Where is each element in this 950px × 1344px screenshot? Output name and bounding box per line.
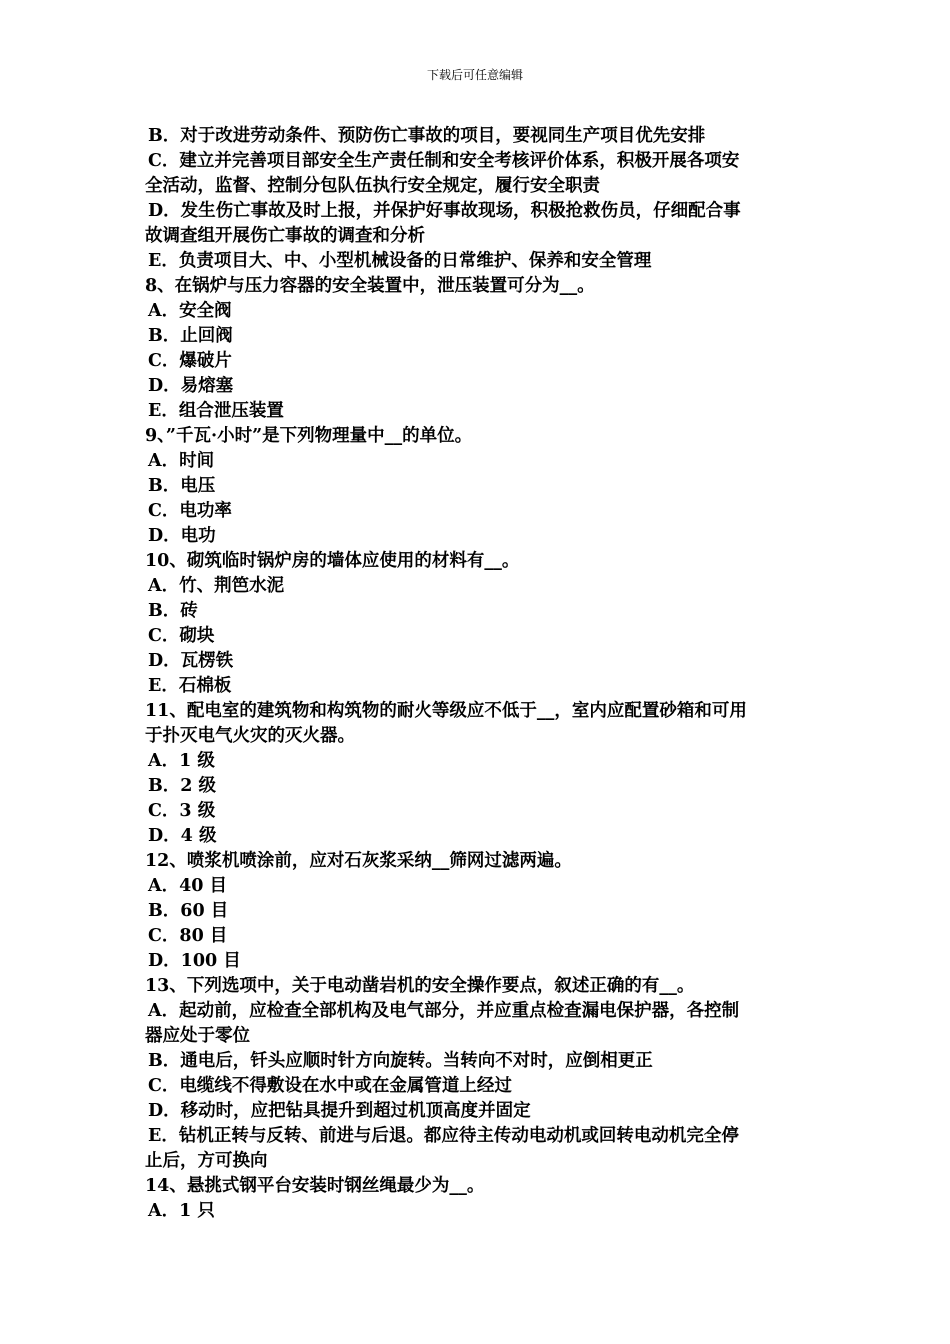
question-line: 全活动，监督、控制分包队伍执行安全规定，履行安全职责 (145, 176, 600, 196)
option-line: B．电压 (148, 476, 216, 496)
option-line: E．组合泄压装置 (148, 401, 284, 421)
document-body (145, 124, 810, 1224)
option-line: B．对于改进劳动条件、预防伤亡事故的项目，要视同生产项目优先安排 (148, 126, 706, 146)
option-line: D．100 目 (148, 951, 241, 971)
option-line: C．建立并完善项目部安全生产责任制和安全考核评价体系，积极开展各项安 (148, 151, 740, 171)
option-line: D．电功 (148, 526, 216, 546)
option-line: A．起动前，应检查全部机构及电气部分，并应重点检查漏电保护器，各控制 (148, 1001, 740, 1021)
option-line: B．60 目 (148, 901, 229, 921)
question-line: 14、悬挑式钢平台安装时钢丝绳最少为__。 (145, 1176, 485, 1196)
question-line: 10、砌筑临时锅炉房的墙体应使用的材料有__。 (145, 551, 520, 571)
option-line: A．40 目 (148, 876, 228, 896)
option-line: B．砖 (148, 601, 198, 621)
option-line: D．移动时，应把钻具提升到超过机顶高度并固定 (148, 1101, 531, 1121)
option-line: C．爆破片 (148, 351, 232, 371)
option-line: B．2 级 (148, 776, 217, 796)
option-line: D．发生伤亡事故及时上报，并保护好事故现场，积极抢救伤员，仔细配合事 (148, 201, 741, 221)
question-line: 9、”千瓦·小时”是下列物理量中__的单位。 (145, 426, 473, 446)
page-header: 下载后可任意编辑 (426, 68, 523, 82)
option-line: C．电功率 (148, 501, 232, 521)
option-line: A．1 级 (148, 751, 215, 771)
option-line: C．砌块 (148, 626, 215, 646)
question-line: 8、在锅炉与压力容器的安全装置中，泄压装置可分为__。 (145, 276, 595, 296)
option-line: A．1 只 (148, 1201, 215, 1221)
option-line: C．电缆线不得敷设在水中或在金属管道上经过 (148, 1076, 512, 1096)
option-line: E．钻机正转与反转、前进与后退。都应待主传动电动机或回转电动机完全停 (148, 1126, 739, 1146)
question-line: 器应处于零位 (145, 1026, 250, 1046)
option-line: C．3 级 (148, 801, 216, 821)
question-line: 11、配电室的建筑物和构筑物的耐火等级应不低于__，室内应配置砂箱和可用 (145, 701, 747, 721)
option-line: B．通电后，钎头应顺时针方向旋转。当转向不对时，应倒相更正 (148, 1051, 653, 1071)
question-line: 12、喷浆机喷涂前，应对石灰浆采纳__筛网过滤两遍。 (145, 851, 572, 871)
option-line: A．安全阀 (148, 301, 232, 321)
question-line: 13、下列选项中，关于电动凿岩机的安全操作要点，叙述正确的有__。 (145, 976, 695, 996)
option-line: E．负责项目大、中、小型机械设备的日常维护、保养和安全管理 (148, 251, 652, 271)
option-line: D．4 级 (148, 826, 217, 846)
question-line: 故调查组开展伤亡事故的调查和分析 (145, 226, 425, 246)
option-line: D．瓦楞铁 (148, 651, 234, 671)
option-line: C．80 目 (148, 926, 228, 946)
option-line: E．石棉板 (148, 676, 232, 696)
question-line: 于扑灭电气火灾的灭火器。 (145, 726, 355, 746)
option-line: A．竹、荆笆水泥 (148, 576, 285, 596)
option-line: D．易熔塞 (148, 376, 234, 396)
option-line: B．止回阀 (148, 326, 233, 346)
question-line: 止后，方可换向 (145, 1151, 268, 1171)
option-line: A．时间 (148, 451, 215, 471)
